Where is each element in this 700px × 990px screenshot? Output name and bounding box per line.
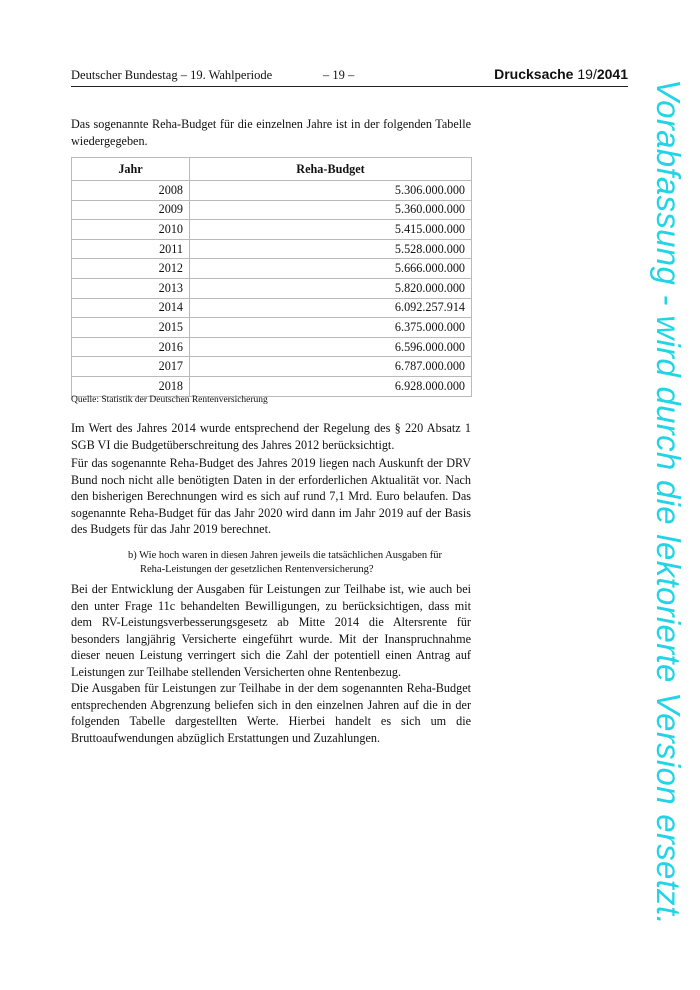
cell-budget: 6.092.257.914 [190,298,472,318]
table-row [72,220,472,240]
paragraph-budget-2014: Im Wert des Jahres 2014 wurde entsprechend der Regelung des § 220 Absatz 1 SGB VI die Budgetüberschreitung des Jahres 2012 berücksichtigt. [71,421,471,452]
watermark-text: Vorabfassung - wird durch die lektorierte Version ersetzt. [650,79,687,925]
question-line-1: b) Wie hoch waren in diesen Jahren jeweils die tatsächlichen Ausgaben für [128,550,442,561]
cell-budget: 6.928.000.000 [190,376,472,396]
cell-budget: 6.787.000.000 [190,357,472,377]
table-row [72,337,472,357]
table-row [72,298,472,318]
cell-year: 2011 [72,239,190,259]
table-row [72,318,472,338]
cell-year: 2013 [72,278,190,298]
reha-budget-table [71,157,472,397]
table-source-note: Quelle: Statistik der Deutschen Rentenversicherung [71,395,268,405]
cell-budget: 5.528.000.000 [190,239,472,259]
table-row [72,357,472,377]
cell-budget: 6.596.000.000 [190,337,472,357]
cell-budget: 5.415.000.000 [190,220,472,240]
cell-year: 2014 [72,298,190,318]
intro-paragraph: Das sogenannte Reha-Budget für die einzelnen Jahre ist in der folgenden Tabelle wiedergegeben. [71,117,471,148]
paragraph-expenditure-development: Bei der Entwicklung der Ausgaben für Leistungen zur Teilhabe ist, wie auch bei den unter Frage 11c behandelten Bewilligungen, zu berücksichtigen, dass mit dem RV-Leistungsverbesserungsgesetz ab Mitte 2014 die Altersrente für besonders langjährig Versicherte eingeführt wurde. Mit der Inanspruchnahme dieser neuen Leistung verringert sich die Zahl der potentiell einen Antrag auf Leistungen zur Teilhabe stellenden Versicherten ohne Rentenbezug. [71,582,471,679]
table-header-row [72,158,472,181]
column-header-budget: Reha-Budget [190,158,472,181]
question-b [128,549,472,577]
table-row [72,376,472,396]
cell-budget: 5.360.000.000 [190,200,472,220]
page-header [71,66,628,87]
cell-budget: 5.820.000.000 [190,278,472,298]
header-document-number [494,66,628,82]
cell-budget: 6.375.000.000 [190,318,472,338]
header-drucksache-label: Drucksache [494,66,574,82]
paragraph-expenditure-values: Die Ausgaben für Leistungen zur Teilhabe in der dem sogenannten Reha-Budget entsprechenden Abgrenzung beliefen sich in den einzelnen Jahren auf die in der folgenden Tabelle dargestellten Werte. Hierbei handelt es sich um die Bruttoaufwendungen abzüglich Erstattungen und Zuzahlungen. [71,681,471,745]
cell-year: 2010 [72,220,190,240]
header-period-prefix: 19/ [577,66,597,82]
question-line-2: Reha-Leistungen der gesetzlichen Rentenversicherung? [140,564,374,575]
cell-year: 2017 [72,357,190,377]
table-row [72,239,472,259]
header-number: 2041 [596,66,628,82]
table-row [72,259,472,279]
cell-year: 2016 [72,337,190,357]
header-page-number: – 19 – [323,68,355,82]
table-row [72,278,472,298]
cell-year: 2008 [72,181,190,201]
column-header-year: Jahr [72,158,190,181]
table-row [72,181,472,201]
cell-budget: 5.306.000.000 [190,181,472,201]
table-row [72,200,472,220]
paragraph-budget-2019: Für das sogenannte Reha-Budget des Jahres 2019 liegen nach Auskunft der DRV Bund noch nicht alle benötigten Daten in der erforderlichen Aktualität vor. Nach den bisherigen Berechnungen wird es sich auf rund 7,1 Mrd. Euro belaufen. Das sogenannte Reha-Budget für das Jahr 2020 wird dann im Jahr 2019 auf der Basis des Budgets für das Jahr 2019 berechnet. [71,456,471,536]
cell-budget: 5.666.000.000 [190,259,472,279]
cell-year: 2009 [72,200,190,220]
cell-year: 2018 [72,376,190,396]
cell-year: 2015 [72,318,190,338]
header-parliament: Deutscher Bundestag – 19. Wahlperiode [71,68,273,82]
cell-year: 2012 [72,259,190,279]
